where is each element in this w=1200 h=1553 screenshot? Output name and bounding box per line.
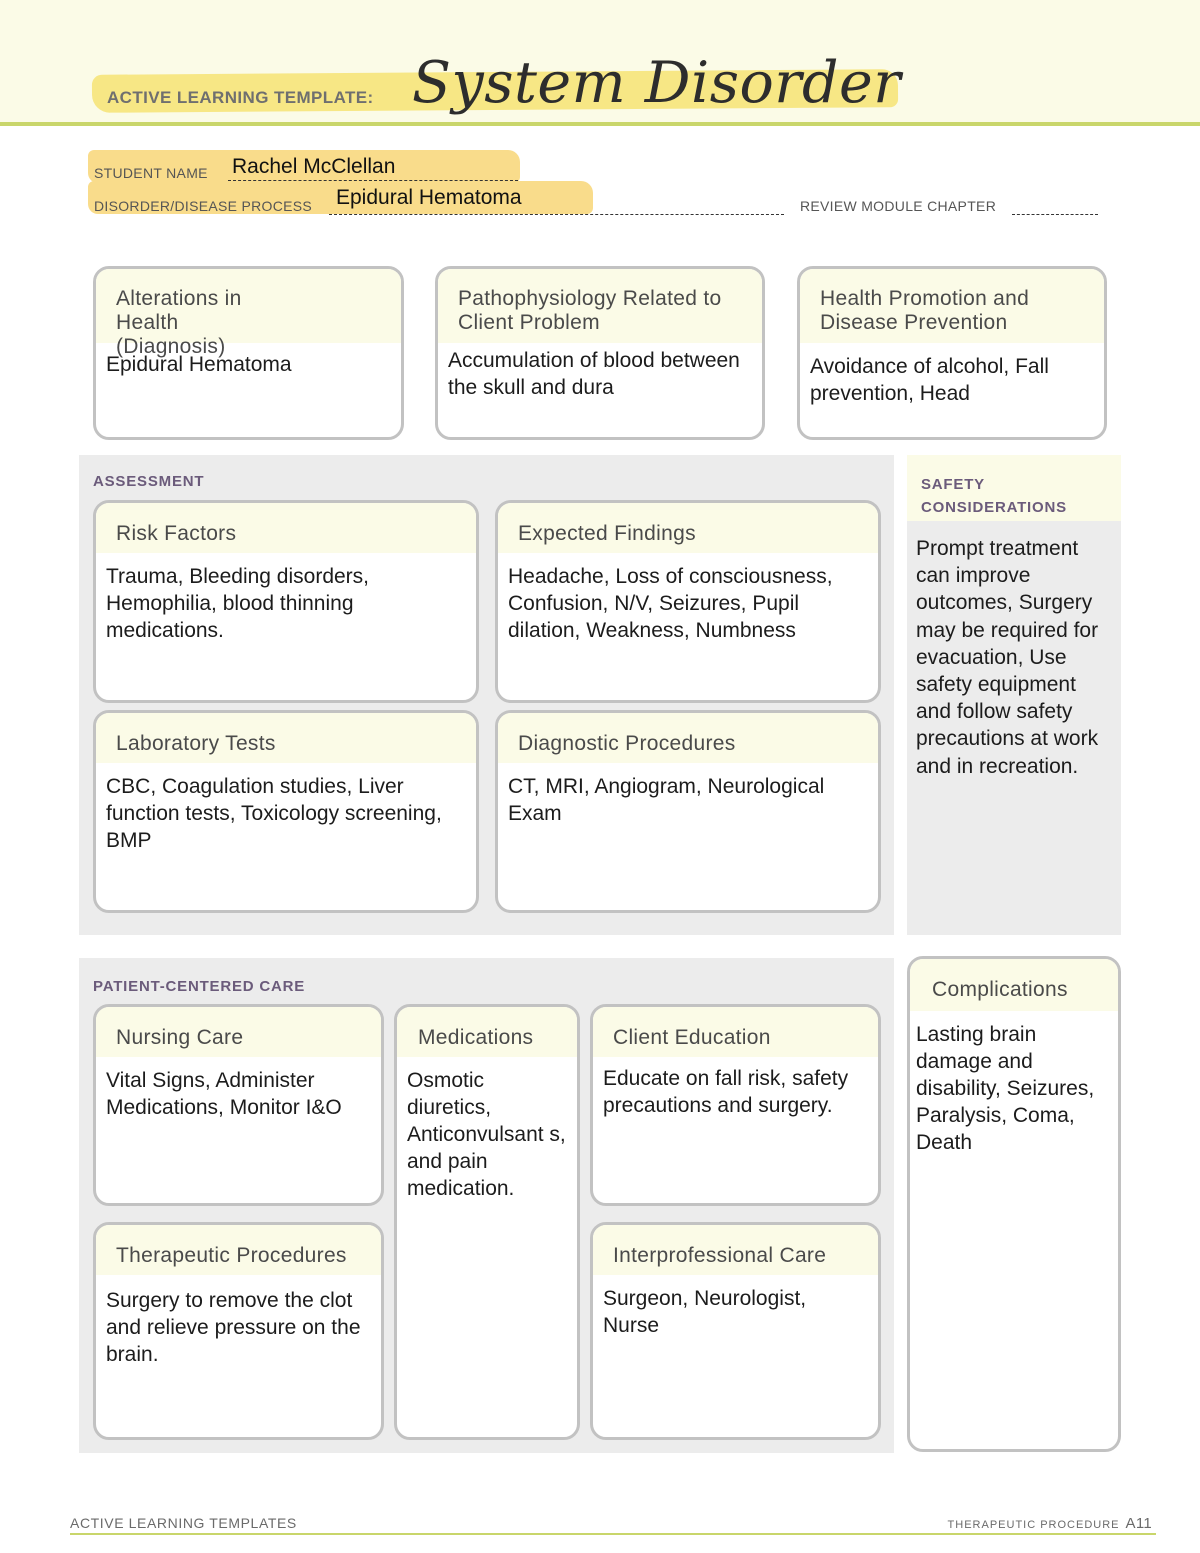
assessment-heading: ASSESSMENT bbox=[93, 473, 205, 490]
alterations-box bbox=[93, 266, 404, 440]
review-module-label: REVIEW MODULE CHAPTER bbox=[800, 198, 997, 214]
footer-rule bbox=[70, 1533, 1156, 1535]
student-name-field[interactable]: Rachel McClellan bbox=[232, 155, 396, 178]
safety-heading: SAFETY CONSIDERATIONS bbox=[921, 476, 1067, 516]
safety-text[interactable]: Prompt treatment can improve outcomes, Surgery may be required for evacuation, Use safety equipment and follow safety precautions at work and in recreation. bbox=[916, 537, 1099, 778]
footer-page-number: A11 bbox=[1125, 1515, 1152, 1532]
student-name-label: STUDENT NAME bbox=[94, 165, 208, 181]
diagnostic-procedures-text[interactable]: CT, MRI, Angiogram, Neurological Exam bbox=[508, 775, 825, 825]
patient-centered-care-heading: PATIENT-CENTERED CARE bbox=[93, 978, 306, 995]
expected-findings-text[interactable]: Headache, Loss of consciousness, Confusion, N/V, Seizures, Pupil dilation, Weakness, Numbness bbox=[508, 565, 833, 642]
student-name-line bbox=[228, 180, 518, 181]
risk-factors-text[interactable]: Trauma, Bleeding disorders, Hemophilia, blood thinning medications. bbox=[106, 565, 370, 642]
complications-title: Complications bbox=[910, 959, 1118, 1011]
footer-right bbox=[948, 1515, 1152, 1532]
nursing-care-box bbox=[93, 1004, 384, 1206]
laboratory-tests-box bbox=[93, 710, 479, 913]
alterations-title: Alterations in Health (Diagnosis) bbox=[96, 269, 401, 343]
medications-box bbox=[394, 1004, 580, 1440]
disorder-field[interactable]: Epidural Hematoma bbox=[336, 186, 522, 209]
health-promotion-box bbox=[797, 266, 1107, 440]
medications-text[interactable]: Osmotic diuretics, Anticonvulsant s, and pain medication. bbox=[407, 1069, 566, 1200]
client-education-title: Client Education bbox=[593, 1007, 878, 1057]
nursing-care-text[interactable]: Vital Signs, Administer Medications, Monitor I&O bbox=[106, 1069, 342, 1119]
client-education-box bbox=[590, 1004, 881, 1206]
therapeutic-procedures-title: Therapeutic Procedures bbox=[96, 1225, 381, 1275]
review-module-line bbox=[1012, 214, 1098, 215]
complications-box bbox=[907, 956, 1121, 1452]
expected-findings-title: Expected Findings bbox=[498, 503, 878, 553]
disorder-line bbox=[329, 214, 784, 215]
complications-text[interactable]: Lasting brain damage and disability, Seizures, Paralysis, Coma, Death bbox=[916, 1023, 1095, 1154]
interprofessional-care-box bbox=[590, 1222, 881, 1440]
interprofessional-care-title: Interprofessional Care bbox=[593, 1225, 878, 1275]
page-title: System Disorder bbox=[412, 50, 902, 116]
laboratory-tests-text[interactable]: CBC, Coagulation studies, Liver function tests, Toxicology screening, BMP bbox=[106, 775, 442, 852]
pathophysiology-text[interactable]: Accumulation of blood between the skull and dura bbox=[448, 349, 740, 399]
footer-section-label: THERAPEUTIC PROCEDURE bbox=[947, 1519, 1120, 1531]
diagnostic-procedures-title: Diagnostic Procedures bbox=[498, 713, 878, 763]
pathophysiology-title: Pathophysiology Related to Client Problem bbox=[438, 269, 762, 343]
footer-left-label: ACTIVE LEARNING TEMPLATES bbox=[70, 1515, 297, 1531]
nursing-care-title: Nursing Care bbox=[96, 1007, 381, 1057]
disorder-label: DISORDER/DISEASE PROCESS bbox=[94, 198, 313, 214]
laboratory-tests-title: Laboratory Tests bbox=[96, 713, 476, 763]
header-rule bbox=[0, 122, 1200, 126]
diagnostic-procedures-box bbox=[495, 710, 881, 913]
pathophysiology-box bbox=[435, 266, 765, 440]
therapeutic-procedures-box bbox=[93, 1222, 384, 1440]
medications-title: Medications bbox=[397, 1007, 577, 1057]
interprofessional-care-text[interactable]: Surgeon, Neurologist, Nurse bbox=[603, 1287, 807, 1337]
risk-factors-title: Risk Factors bbox=[96, 503, 476, 553]
health-promotion-text[interactable]: Avoidance of alcohol, Fall prevention, Head bbox=[810, 355, 1049, 405]
expected-findings-box bbox=[495, 500, 881, 703]
risk-factors-box bbox=[93, 500, 479, 703]
client-education-text[interactable]: Educate on fall risk, safety precautions and surgery. bbox=[603, 1067, 849, 1117]
health-promotion-title: Health Promotion and Disease Prevention bbox=[800, 269, 1104, 343]
safety-column bbox=[907, 455, 1121, 935]
template-label: ACTIVE LEARNING TEMPLATE: bbox=[107, 88, 374, 107]
alterations-text[interactable]: Epidural Hematoma bbox=[106, 353, 292, 376]
therapeutic-procedures-text[interactable]: Surgery to remove the clot and relieve pressure on the brain. bbox=[106, 1289, 361, 1366]
